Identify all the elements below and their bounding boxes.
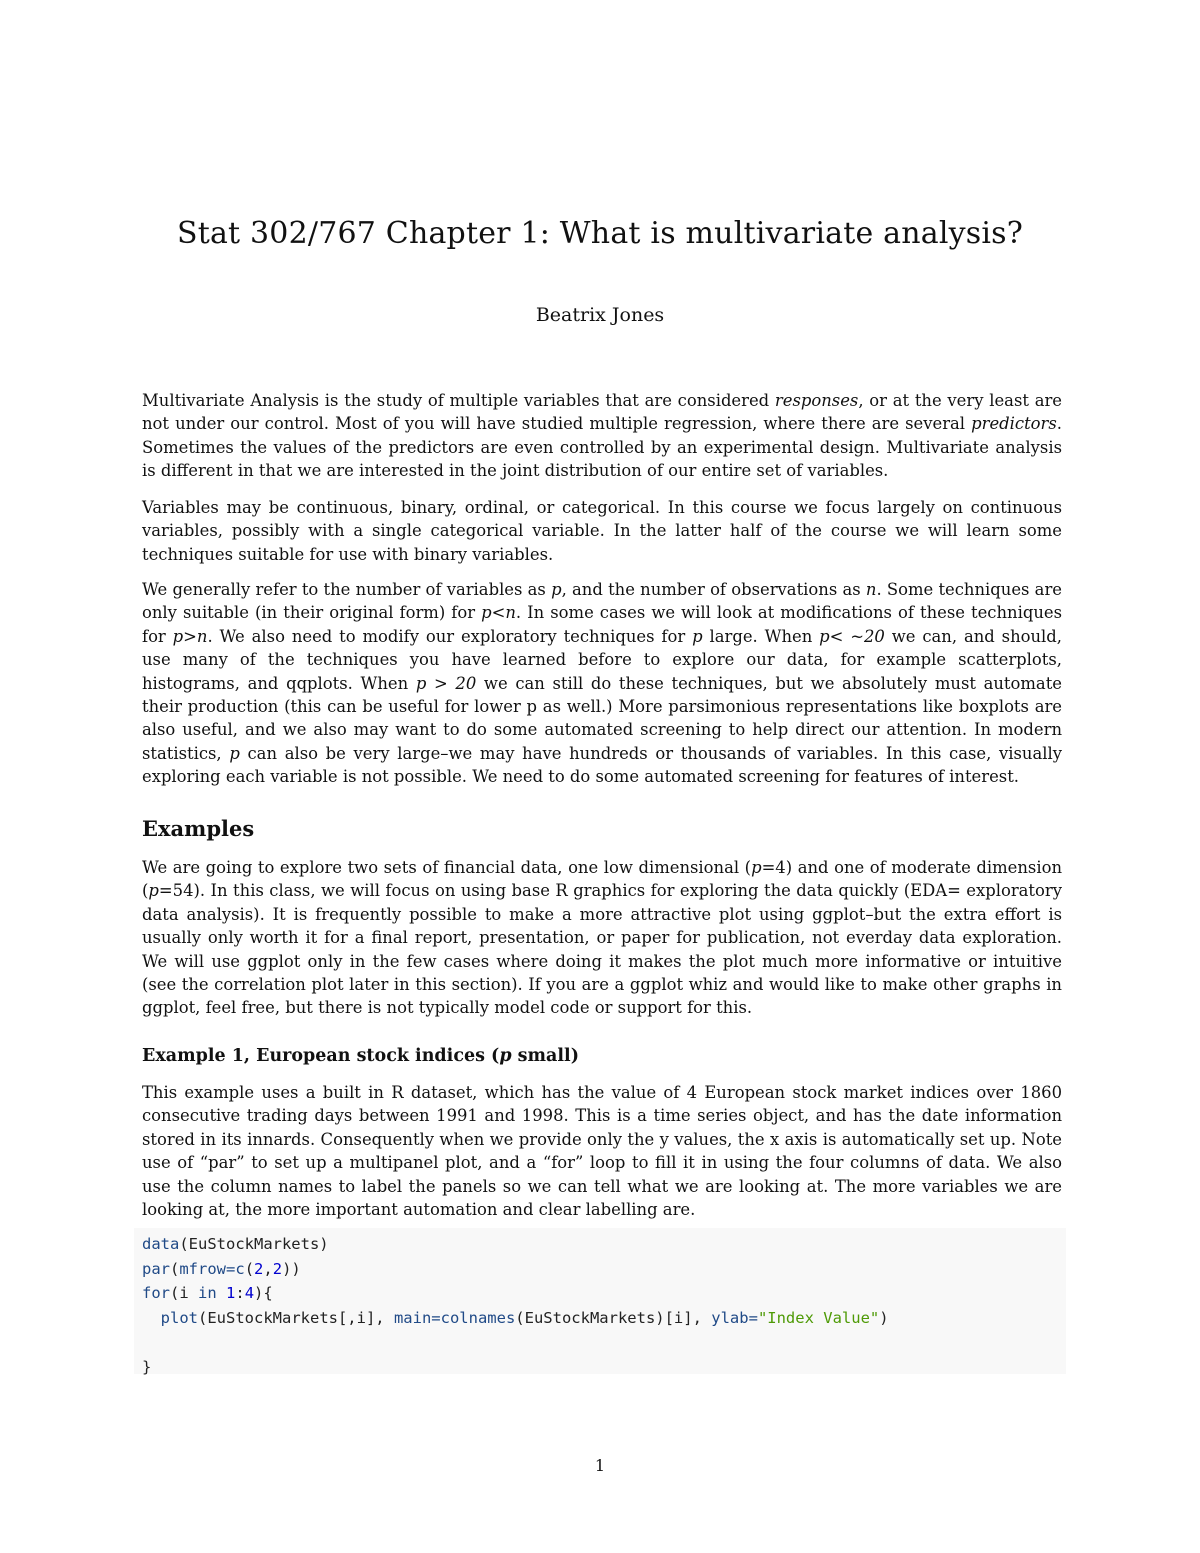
code-line-3: for(i in 1:4){ xyxy=(142,1284,273,1302)
examples-paragraph: We are going to explore two sets of financial data, one low dimensional (p=4) and one of moderate dimension (p=54). In this class, we will focus on using base R graphics for exploring the data quickly (EDA= exploratory data analysis). It is frequently possible to make a more attractive plot using ggplot–but the extra effort is usually only worth it for a final report, presentation, or paper for publication, not everday data exploration. We will use ggplot only in the few cases where doing it makes the plot much more informative or intuitive (see the correlation plot later in this section). If you are a ggplot whiz and would like to make other graphs in ggplot, feel free, but there is not typically model code or support for this. xyxy=(142,858,1062,1018)
example1-paragraph: This example uses a built in R dataset, which has the value of 4 European stock market indices over 1860 consecutive trading days between 1991 and 1998. This is a time series object, and has the date information stored in its innards. Consequently when we provide only the y values, the x axis is automatically set up. Note use of “par” to set up a multipanel plot, and a “for” loop to fill it in using the four columns of data. We also use the column names to label the panels so we can tell what we are looking at. The more variables we are looking at, the more important automation and clear labelling are. xyxy=(142,1083,1062,1220)
intro-paragraph-2: Variables may be continuous, binary, ordinal, or categorical. In this course we focus largely on continuous variables, possibly with a single categorical variable. In the latter half of the course we will learn some techniques suitable for use with binary variables. xyxy=(142,498,1062,564)
code-line-4: plot(EuStockMarkets[,i], main=colnames(EuStockMarkets)[i], ylab="Index Value") xyxy=(160,1308,889,1327)
code-line-5 xyxy=(142,1330,1058,1355)
example1-heading: Example 1, European stock indices (p small) xyxy=(142,1046,579,1066)
examples-heading: Examples xyxy=(142,816,255,841)
code-line-1: data(EuStockMarkets) xyxy=(142,1235,329,1253)
intro-paragraph-3: We generally refer to the number of variables as p, and the number of observations as n. Some techniques are only suitable (in their original form) for p<n. In some cases we will look at modifications of these techniques for p>n. We also need to modify our exploratory techniques for p large. When p< ~20 we can, and should, use many of the techniques you have learned before to explore our data, for example scatterplots, histograms, and qqplots. When p > 20 we can still do these techniques, but we absolutely must automate their production (this can be useful for lower p as well.) More parsimonious representations like boxplots are also useful, and we also may want to do some automated screening to help direct our attention. In modern statistics, p can also be very large–we may have hundreds or thousands of variables. In this case, visually exploring each variable is not possible. We need to do some automated screening for features of interest. xyxy=(142,580,1062,787)
document-title: Stat 302/767 Chapter 1: What is multivariate analysis? xyxy=(176,216,1024,251)
intro-paragraph-1: Multivariate Analysis is the study of multiple variables that are considered responses, or at the very least are not under our control. Most of you will have studied multiple regression, where there are several predictors. Sometimes the values of the predictors are even controlled by an experimental design. Multivariate analysis is different in that we are interested in the joint distribution of our entire set of variables. xyxy=(142,391,1062,481)
code-line-6: } xyxy=(142,1357,152,1376)
r-code-block xyxy=(134,1228,1066,1374)
code-line-2: par(mfrow=c(2,2)) xyxy=(142,1259,301,1278)
page-number: 1 xyxy=(594,1456,606,1475)
document-author: Beatrix Jones xyxy=(535,304,665,326)
